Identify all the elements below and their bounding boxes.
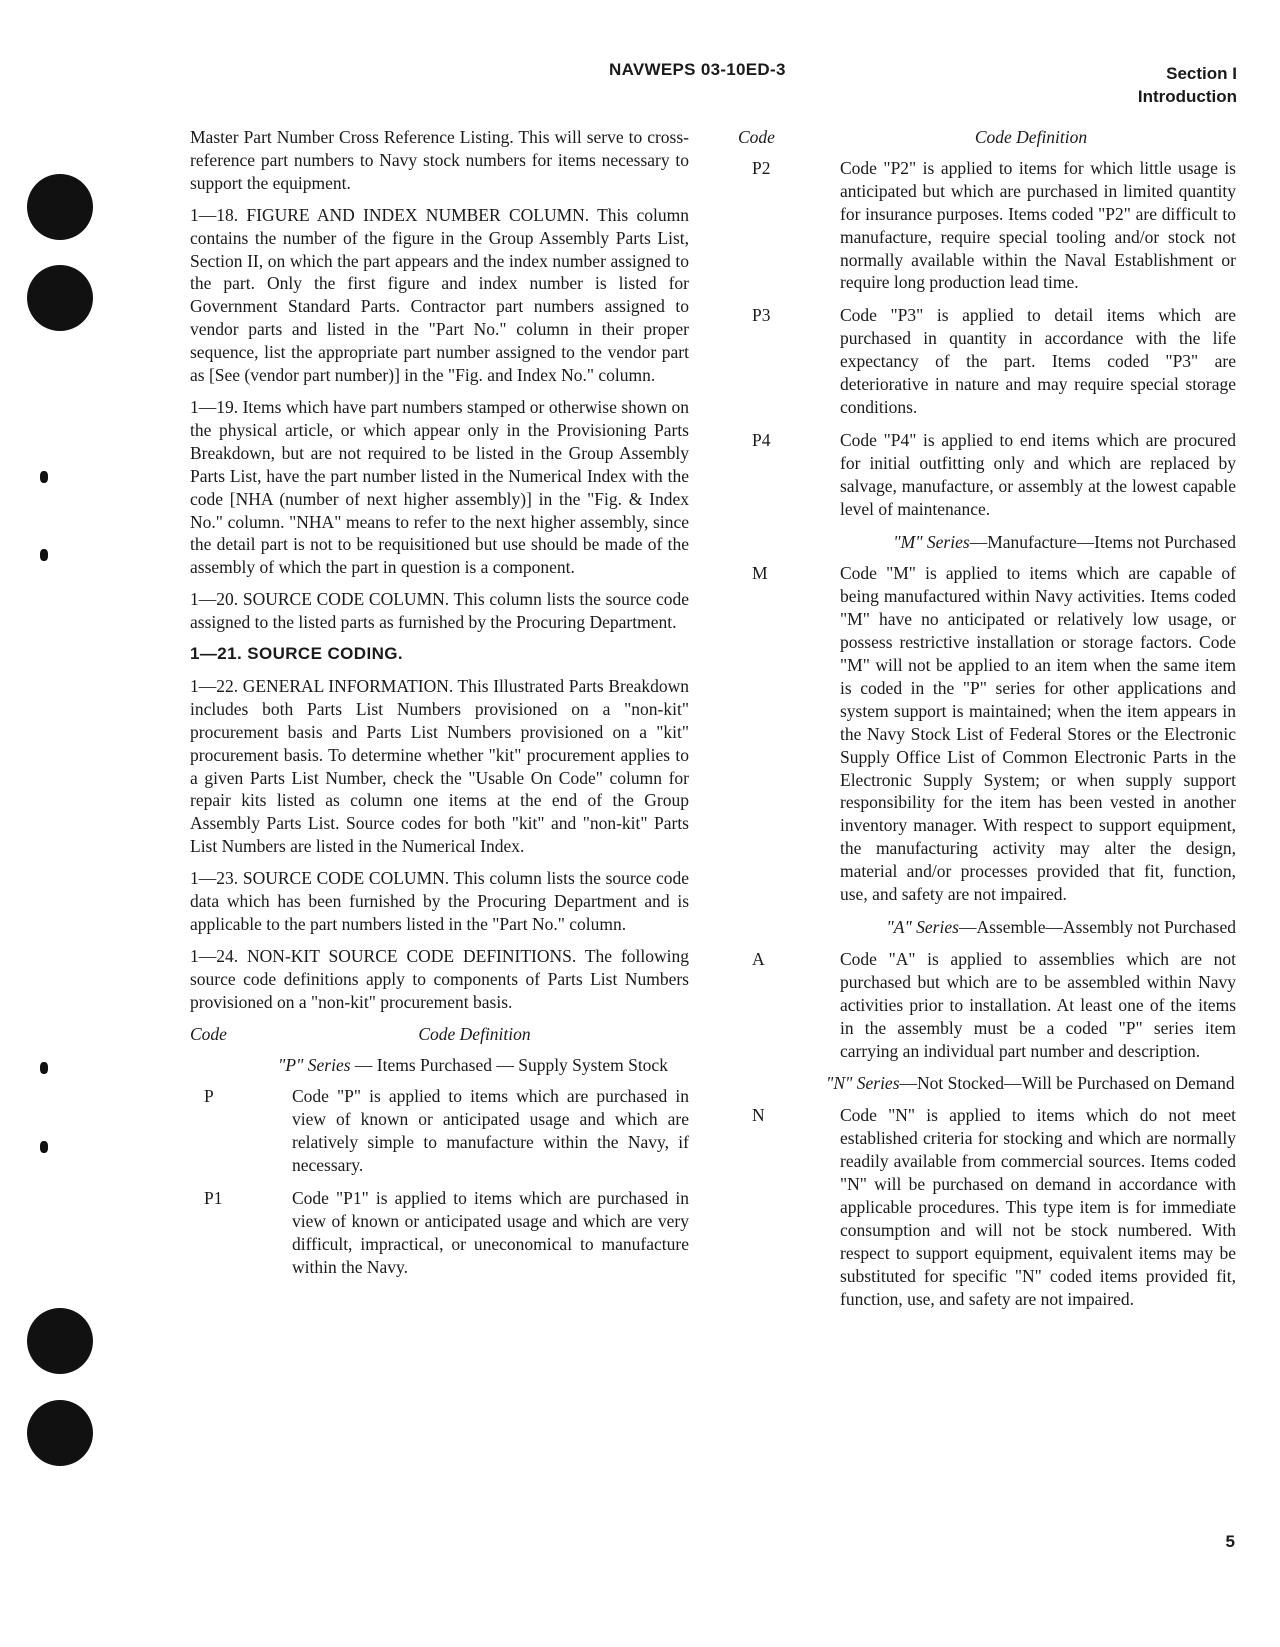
code-label: A — [752, 948, 765, 969]
code-row — [738, 948, 1236, 1063]
binder-hole-bottom — [27, 1400, 93, 1466]
right-column — [738, 126, 1236, 1321]
paragraph-1-23: 1—23. SOURCE CODE COLUMN. This column lists the source code data which has been furnished by the Procuring Department and is applicable to the part numbers listed in the "Part No." column. — [190, 868, 689, 934]
paragraph-1-19: 1—19. Items which have part numbers stamped or otherwise shown on the physical article, or which appear only in the Provisioning Parts Breakdown, but are not required to be listed in the Group Assembly Parts List, have the part number listed in the Numerical Index with the code [NHA (number of next higher assembly)] in the "Fig. & Index No." column. "NHA" means to refer to the next higher assembly, since the detail part is not to be requisitioned but use should be made of the assembly of which the part in question is a component. — [190, 396, 689, 578]
document-number: NAVWEPS 03-10ED-3 — [609, 60, 786, 79]
paragraph-1-18: 1—18. FIGURE AND INDEX NUMBER COLUMN. This column contains the number of the figure in the Group Assembly Parts List, Section II, on which the part appears and the index number assigned to the part. Only the first figure and index number is listed for Government Standard Parts. Contractor part numbers assigned to vendor parts and listed in the "Part No." column in their proper sequence, list the appropriate part number assigned to the vendor part as [See (vendor part number)] in the "Fig. and Index No." column. — [190, 204, 689, 386]
binder-hole-upper — [27, 265, 93, 331]
code-row — [738, 1104, 1236, 1310]
code-table-header — [738, 126, 1236, 149]
series-n-heading — [826, 1072, 1236, 1095]
left-column — [190, 126, 689, 1289]
code-definition: Code "P4" is applied to end items which are procured for initial outfitting only and which are replaced by salvage, manufacture, or assembly at the lowest capable level of maintenance. — [840, 429, 1236, 519]
paragraph-continued: Master Part Number Cross Reference Listing. This will serve to cross-reference part numbers to Navy stock numbers for items necessary to support the equipment. — [190, 127, 689, 193]
series-n-label: "N" Series — [826, 1073, 900, 1094]
code-label: P2 — [752, 157, 771, 178]
page-number: 5 — [1225, 1532, 1235, 1551]
binder-mark — [40, 471, 48, 483]
section-label: Section I — [1166, 64, 1237, 83]
code-label: P1 — [204, 1188, 223, 1209]
code-label: P4 — [752, 429, 771, 450]
series-p-text: — Items Purchased — Supply System Stock — [350, 1054, 668, 1075]
binder-mark — [40, 1062, 48, 1074]
series-n-text: —Not Stocked—Will be Purchased on Demand — [899, 1073, 1235, 1094]
code-label: M — [752, 563, 768, 584]
code-row — [738, 304, 1236, 419]
code-label: P — [204, 1086, 214, 1107]
series-m-heading — [798, 531, 1236, 554]
binder-hole-lower — [27, 1308, 93, 1374]
series-p-heading — [278, 1054, 689, 1077]
code-row — [738, 429, 1236, 521]
binder-mark — [40, 1141, 48, 1153]
code-row — [190, 1187, 689, 1279]
definition-column-header: Code Definition — [418, 1023, 531, 1044]
definition-column-header: Code Definition — [974, 127, 1088, 147]
section-title: Introduction — [1137, 87, 1237, 106]
series-m-label: "M" Series — [893, 531, 970, 552]
series-a-text: —Assemble—Assembly not Purchased — [958, 917, 1236, 937]
code-definition: Code "M" is applied to items which are capable of being manufactured within Navy activities. Items coded "M" have no anticipated or relatively low usage, or possess restrictive installation or storage factors. Code "M" will not be applied to an item when the same item is coded in the "P" series for other applications and system support is maintained; when the item appears in the Navy Stock List of Federal Stores or the Electronic Supply Office List of Common Electronic Parts in the Electronic Supply System; or when supply support responsibility for the item has been vested in another inventory manager. With respect to support equipment, the manufacturing activity may alter the design, material and/or processes provided that fit, function, use, and safety are not impaired. — [840, 563, 1236, 905]
code-definition: Code "P3" is applied to detail items which are purchased in quantity in accordance with the life expectancy of the part. Items coded "P3" are deteriorative in nature and may require special storage conditions. — [840, 305, 1236, 417]
code-row — [738, 562, 1236, 906]
code-definition: Code "P" is applied to items which are purchased in view of known or anticipated usage and which are relatively simple to manufacture within the Navy, if necessary. — [292, 1086, 689, 1176]
code-label: P3 — [752, 305, 771, 326]
binder-hole-top — [27, 174, 93, 240]
code-column-header: Code — [190, 1023, 227, 1044]
code-table-header — [190, 1023, 689, 1046]
code-definition: Code "A" is applied to assemblies which are not purchased but which are to be assembled within Navy activities prior to installation. At least one of the items in the assembly must be a coded "P" series item carrying an individual part number and description. — [840, 948, 1236, 1061]
code-row — [190, 1085, 689, 1177]
paragraph-1-22: 1—22. GENERAL INFORMATION. This Illustrated Parts Breakdown includes both Parts List Numbers provisioned on a "non-kit" procurement basis and Parts List Numbers provisioned on a "kit" procurement basis. To determine whether "kit" procurement applies to a given Parts List Number, check the "Usable On Code" column for repair kits listed as column one items at the end of the Group Assembly Parts List. Source codes for both "kit" and "non-kit" Parts List Numbers are listed in the Numerical Index. — [190, 675, 689, 857]
paragraph-1-20: 1—20. SOURCE CODE COLUMN. This column lists the source code assigned to the listed parts as furnished by the Procuring Department. — [190, 589, 689, 633]
code-definition: Code "P1" is applied to items which are purchased in view of known or anticipated usage and which are very difficult, impractical, or uneconomical to manufacture within the Navy. — [292, 1188, 689, 1277]
series-m-text: —Manufacture—Items not Purchased — [969, 531, 1236, 552]
heading-1-21: 1—21. SOURCE CODING. — [190, 644, 403, 664]
code-definition: Code "P2" is applied to items for which little usage is anticipated but which are purchased in limited quantity for insurance purposes. Items coded "P2" are difficult to manufacture, require special tooling and/or stock not normally available within the Naval Establishment or require long production lead time. — [840, 157, 1236, 293]
series-a-label: "A" Series — [886, 917, 959, 937]
code-label: N — [752, 1105, 765, 1126]
series-a-heading — [798, 916, 1236, 939]
series-p-label: "P" Series — [278, 1054, 351, 1075]
code-column-header: Code — [738, 127, 775, 147]
section-header — [1138, 62, 1237, 108]
binder-mark — [40, 549, 48, 561]
paragraph-1-24: 1—24. NON-KIT SOURCE CODE DEFINITIONS. The following source code definitions apply to components of Parts List Numbers provisioned on a "non-kit" procurement basis. — [190, 945, 689, 1012]
code-row — [738, 157, 1236, 294]
code-definition: Code "N" is applied to items which do not meet established criteria for stocking and which are normally readily available from commercial sources. Items coded "N" will be purchased on demand in accordance with applicable procedures. This type item is for immediate consumption and will not be stock numbered. With respect to support equipment, equivalent items may be substituted for specific "N" coded items provided fit, function, use, and safety are not impaired. — [840, 1105, 1236, 1309]
